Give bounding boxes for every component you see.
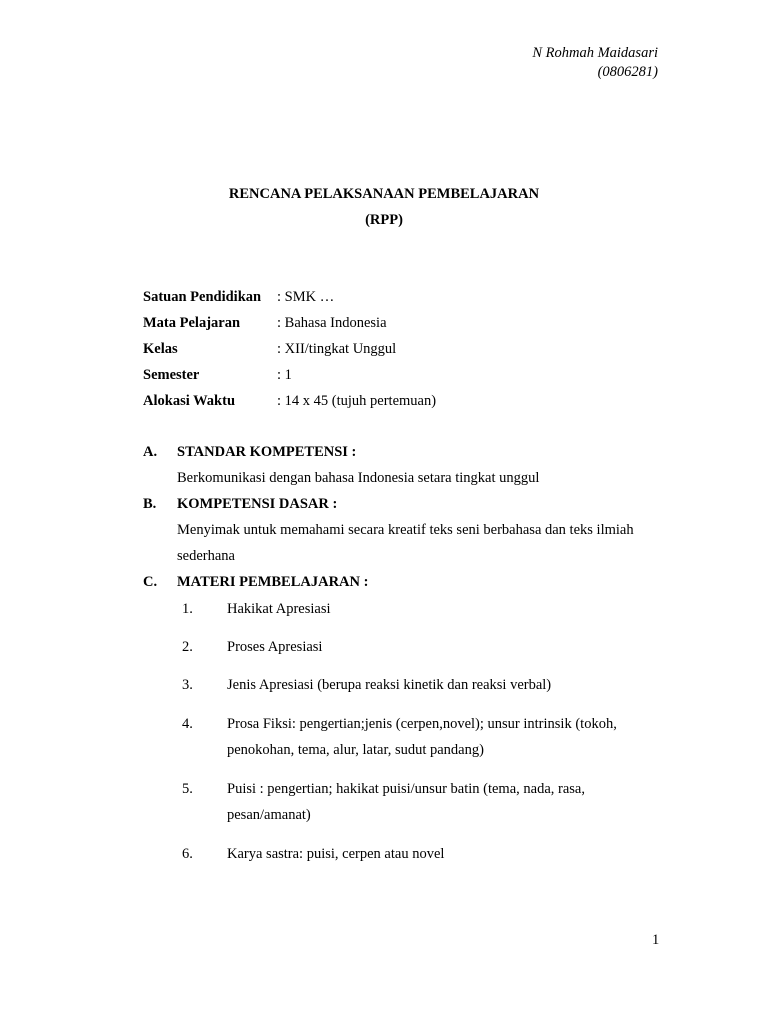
list-item-number: 6.: [182, 846, 193, 862]
section-b-title: KOMPETENSI DASAR :: [177, 496, 338, 512]
list-item-continuation: penokohan, tema, alur, latar, sudut pandang): [227, 742, 484, 758]
list-item: Prosa Fiksi: pengertian;jenis (cerpen,novel); unsur intrinsik (tokoh,: [227, 716, 617, 732]
author-name: N Rohmah Maidasari: [532, 45, 658, 61]
list-item: Proses Apresiasi: [227, 639, 323, 655]
list-item-number: 1.: [182, 601, 193, 617]
identity-value: : SMK …: [277, 289, 335, 305]
list-item-number: 3.: [182, 677, 193, 693]
list-item: Jenis Apresiasi (berupa reaksi kinetik dan reaksi verbal): [227, 677, 552, 693]
section-c-title: MATERI PEMBELAJARAN :: [177, 574, 369, 590]
section-a-text: Berkomunikasi dengan bahasa Indonesia setara tingkat unggul: [177, 470, 540, 486]
section-a-letter: A.: [143, 444, 158, 460]
document-title: RENCANA PELAKSANAAN PEMBELAJARAN: [228, 186, 540, 202]
identity-label: Alokasi Waktu: [143, 393, 236, 409]
identity-label: Mata Pelajaran: [143, 315, 241, 331]
list-item: Puisi : pengertian; hakikat puisi/unsur batin (tema, nada, rasa,: [227, 781, 585, 797]
author-id: (0806281): [597, 64, 658, 80]
document-subtitle: (RPP): [365, 212, 403, 228]
identity-value: : Bahasa Indonesia: [277, 315, 387, 331]
section-a-title: STANDAR KOMPETENSI :: [177, 444, 357, 460]
identity-label: Semester: [143, 367, 200, 383]
identity-value: : XII/tingkat Unggul: [277, 341, 397, 357]
section-b-text-line1: Menyimak untuk memahami secara kreatif teks seni berbahasa dan teks ilmiah: [177, 522, 634, 538]
section-c-letter: C.: [143, 574, 158, 590]
list-item-number: 5.: [182, 781, 193, 797]
list-item-continuation: pesan/amanat): [227, 807, 311, 823]
identity-value: : 1: [277, 367, 292, 383]
identity-value: : 14 x 45 (tujuh pertemuan): [277, 393, 437, 409]
section-b-letter: B.: [143, 496, 157, 512]
identity-label: Kelas: [143, 341, 178, 357]
page-number: 1: [652, 932, 660, 948]
list-item: Karya sastra: puisi, cerpen atau novel: [227, 846, 445, 862]
identity-label: Satuan Pendidikan: [143, 289, 262, 305]
list-item-number: 4.: [182, 716, 193, 732]
section-b-text-line2: sederhana: [177, 548, 235, 564]
list-item-number: 2.: [182, 639, 193, 655]
list-item: Hakikat Apresiasi: [227, 601, 331, 617]
